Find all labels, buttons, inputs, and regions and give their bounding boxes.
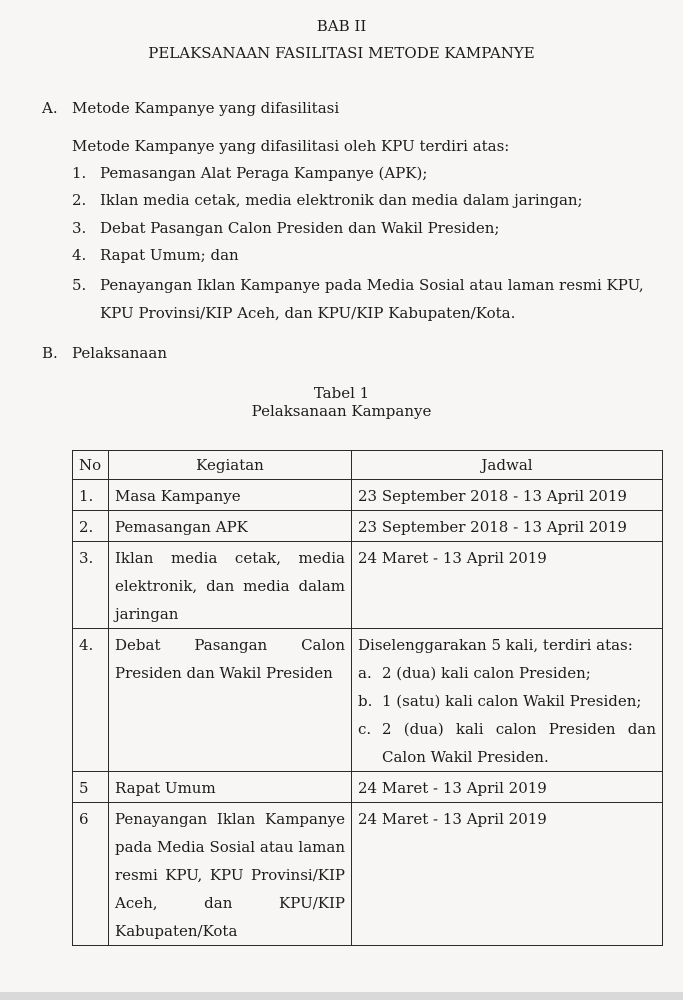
cell-jadwal: 24 Maret - 13 April 2019 [352, 772, 663, 803]
sub-item [358, 659, 656, 687]
list-item-text-continued: KPU Provinsi/KIP Aceh, dan KPU/KIP Kabupaten/Kota. [100, 304, 516, 322]
sub-item-text: 2 (dua) kali calon Presiden; [382, 664, 591, 682]
cell-no: 4. [73, 629, 109, 772]
cell-no: 3. [73, 542, 109, 629]
list-item-number: 4. [72, 246, 87, 264]
header-no: No [73, 451, 109, 480]
table-row [73, 772, 663, 803]
cell-jadwal-intro: Diselenggarakan 5 kali, terdiri atas: [358, 636, 633, 654]
page-bottom-edge [0, 992, 683, 1000]
table-header-row [73, 451, 663, 480]
cell-no: 2. [73, 511, 109, 542]
sub-item-text: 1 (satu) kali calon Wakil Presiden; [382, 692, 642, 710]
cell-jadwal: 24 Maret - 13 April 2019 [352, 803, 663, 946]
table-caption: Tabel 1 [313, 384, 370, 402]
list-item-text: Pemasangan Alat Peraga Kampanye (APK); [100, 164, 428, 182]
table-subtitle: Pelaksanaan Kampanye [251, 402, 432, 420]
cell-kegiatan: Pemasangan APK [109, 511, 352, 542]
list-item-text: Debat Pasangan Calon Presiden dan Wakil Presiden; [100, 219, 500, 237]
section-b-letter: B. [42, 344, 58, 362]
cell-no: 5 [73, 772, 109, 803]
list-item-number: 3. [72, 219, 87, 237]
sub-item-letter: b. [358, 692, 373, 710]
cell-kegiatan: Rapat Umum [109, 772, 352, 803]
list-item-number: 1. [72, 164, 87, 182]
header-kegiatan: Kegiatan [109, 451, 352, 480]
table-row [73, 542, 663, 629]
section-a-heading: Metode Kampanye yang difasilitasi [72, 99, 340, 117]
chapter-number: BAB II [316, 17, 367, 35]
cell-jadwal [352, 629, 663, 772]
cell-no: 1. [73, 480, 109, 511]
cell-jadwal: 23 September 2018 - 13 April 2019 [352, 480, 663, 511]
section-a-intro: Metode Kampanye yang difasilitasi oleh KPU terdiri atas: [72, 137, 510, 155]
cell-no: 6 [73, 803, 109, 946]
cell-kegiatan: Debat Pasangan Calon Presiden dan Wakil Presiden [109, 629, 352, 772]
list-item-text: Rapat Umum; dan [100, 246, 239, 264]
sub-item-letter: c. [358, 720, 372, 738]
sub-item [358, 687, 656, 715]
cell-jadwal: 24 Maret - 13 April 2019 [352, 542, 663, 629]
sub-item-text: 2 (dua) kali calon Presiden dan Calon Wakil Presiden. [382, 720, 656, 766]
sub-item [358, 715, 656, 771]
header-jadwal: Jadwal [352, 451, 663, 480]
cell-kegiatan: Masa Kampanye [109, 480, 352, 511]
campaign-schedule-table [72, 450, 663, 946]
list-item-number: 5. [72, 276, 87, 294]
list-item-text: Iklan media cetak, media elektronik dan media dalam jaringan; [100, 191, 583, 209]
table-row [73, 629, 663, 772]
cell-kegiatan: Penayangan Iklan Kampanye pada Media Sosial atau laman resmi KPU, KPU Provinsi/KIP Aceh, dan KPU/KIP Kabupaten/Kota [109, 803, 352, 946]
list-item-text: Penayangan Iklan Kampanye pada Media Sosial atau laman resmi KPU, [100, 276, 644, 294]
chapter-title: PELAKSANAAN FASILITASI METODE KAMPANYE [148, 44, 535, 62]
cell-kegiatan: Iklan media cetak, media elektronik, dan media dalam jaringan [109, 542, 352, 629]
table-row [73, 511, 663, 542]
section-a-letter: A. [42, 99, 58, 117]
table-row [73, 803, 663, 946]
table-row [73, 480, 663, 511]
list-item-number: 2. [72, 191, 87, 209]
sub-item-letter: a. [358, 664, 372, 682]
section-b-heading: Pelaksanaan [72, 344, 167, 362]
cell-jadwal: 23 September 2018 - 13 April 2019 [352, 511, 663, 542]
